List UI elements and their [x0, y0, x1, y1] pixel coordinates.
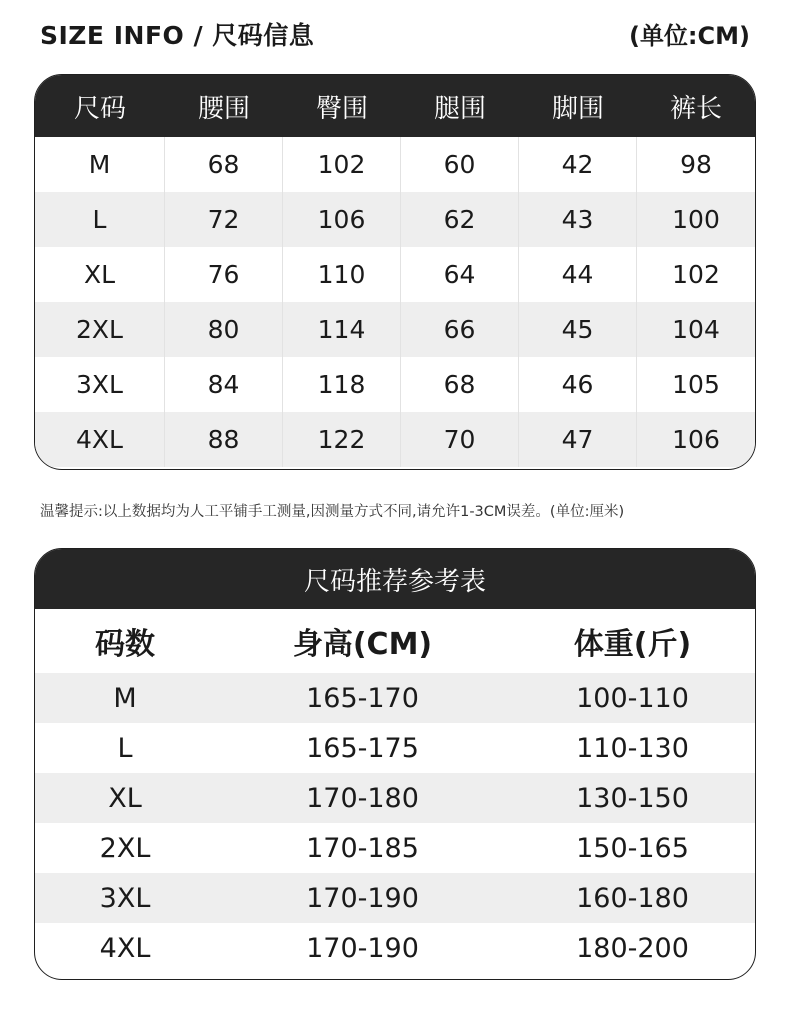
cell-size: 3XL	[35, 357, 165, 412]
cell-height: 165-170	[306, 682, 419, 714]
cell-size: 2XL	[35, 302, 165, 357]
cell-size: 4XL	[35, 412, 165, 467]
size-info-table	[34, 74, 756, 470]
header-cell-thigh: 腿围	[433, 93, 486, 124]
header-cell-size: 尺码	[73, 93, 126, 124]
cell-hip: 106	[283, 192, 401, 247]
cell-hip: 102	[283, 137, 401, 192]
page-title: SIZE INFO / 尺码信息	[40, 21, 315, 50]
cell-waist: 72	[165, 192, 283, 247]
table-row	[35, 923, 755, 973]
cell-hip: 110	[283, 247, 401, 302]
cell-size: XL	[35, 247, 165, 302]
cell-weight: 150-165	[576, 832, 689, 864]
table-row	[35, 192, 755, 247]
cell-length: 100	[672, 205, 720, 234]
cell-thigh: 66	[401, 302, 519, 357]
cell-length: 106	[672, 425, 720, 454]
cell-length: 105	[672, 370, 720, 399]
cell-thigh: 60	[401, 137, 519, 192]
cell-leg-opening: 42	[519, 137, 637, 192]
recommend-table-title: 尺码推荐参考表	[35, 549, 755, 609]
header-cell-size: 码数	[95, 627, 155, 662]
page-header	[40, 14, 750, 50]
recommend-table-header	[35, 609, 755, 673]
cell-height: 165-175	[306, 732, 419, 764]
cell-weight: 180-200	[576, 932, 689, 964]
cell-waist: 88	[165, 412, 283, 467]
measurement-note: 温馨提示:以上数据均为人工平铺手工测量,因测量方式不同,请允许1-3CM误差。(单位:厘米)	[40, 504, 625, 520]
cell-thigh: 68	[401, 357, 519, 412]
cell-leg-opening: 44	[519, 247, 637, 302]
cell-size: L	[117, 732, 133, 764]
size-table-header	[35, 75, 755, 137]
table-row	[35, 873, 755, 923]
cell-leg-opening: 47	[519, 412, 637, 467]
cell-size: 3XL	[99, 882, 151, 914]
header-cell-hip: 臀围	[315, 93, 368, 124]
cell-waist: 76	[165, 247, 283, 302]
cell-weight: 110-130	[576, 732, 689, 764]
cell-length: 102	[672, 260, 720, 289]
cell-thigh: 62	[401, 192, 519, 247]
cell-waist: 80	[165, 302, 283, 357]
cell-height: 170-180	[306, 782, 419, 814]
cell-waist: 84	[165, 357, 283, 412]
cell-height: 170-190	[306, 882, 419, 914]
cell-weight: 130-150	[576, 782, 689, 814]
size-recommendation-table	[34, 548, 756, 980]
table-row	[35, 357, 755, 412]
cell-height: 170-185	[306, 832, 419, 864]
cell-length: 98	[680, 150, 712, 179]
table-row	[35, 773, 755, 823]
cell-hip: 114	[283, 302, 401, 357]
table-row	[35, 723, 755, 773]
cell-leg-opening: 45	[519, 302, 637, 357]
header-cell-waist: 腰围	[197, 93, 250, 124]
cell-leg-opening: 46	[519, 357, 637, 412]
header-cell-leg-opening: 脚围	[551, 93, 604, 124]
unit-label: (单位:CM)	[628, 22, 750, 50]
cell-thigh: 64	[401, 247, 519, 302]
cell-weight: 100-110	[576, 682, 689, 714]
cell-size: M	[113, 682, 137, 714]
cell-size: XL	[108, 782, 142, 814]
header-cell-height: 身高(CM)	[292, 627, 433, 662]
cell-thigh: 70	[401, 412, 519, 467]
table-row	[35, 412, 755, 467]
table-row	[35, 823, 755, 873]
table-row	[35, 247, 755, 302]
cell-size: 4XL	[99, 932, 151, 964]
cell-hip: 118	[283, 357, 401, 412]
cell-leg-opening: 43	[519, 192, 637, 247]
table-row	[35, 302, 755, 357]
cell-weight: 160-180	[576, 882, 689, 914]
cell-size: L	[35, 192, 165, 247]
cell-hip: 122	[283, 412, 401, 467]
header-cell-length: 裤长	[669, 93, 722, 124]
cell-size: 2XL	[99, 832, 151, 864]
table-row	[35, 137, 755, 192]
table-row	[35, 673, 755, 723]
header-cell-weight: 体重(斤)	[573, 627, 692, 662]
cell-size: M	[35, 137, 165, 192]
cell-length: 104	[672, 315, 720, 344]
cell-height: 170-190	[306, 932, 419, 964]
cell-waist: 68	[165, 137, 283, 192]
